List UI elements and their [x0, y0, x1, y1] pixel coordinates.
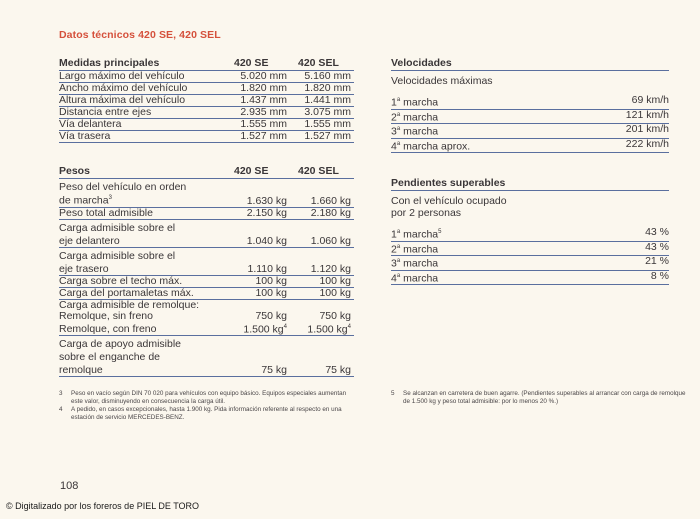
- row-value: 201 km/h: [625, 123, 669, 135]
- footnote-text: Se alcanzan en carretera de buen agarre. (Pendientes superables al arrancar con carga de remolque de 1.500 kg y peso total admisible: por lo menos 20 %.): [403, 390, 686, 405]
- velocidades-title: Velocidades: [391, 57, 452, 69]
- table-row: [59, 288, 354, 300]
- pesos-header: [59, 160, 354, 179]
- footnote-ref: 5: [438, 229, 442, 235]
- gear-number: 3: [391, 257, 397, 270]
- row-label: Remolque, con freno: [59, 323, 157, 335]
- gear-number: 2: [391, 243, 397, 255]
- value-se: 5.020 mm: [240, 70, 287, 82]
- medidas-col2: 420 SEL: [298, 57, 339, 69]
- row-label: Vía trasera: [59, 130, 111, 142]
- table-row: [59, 336, 354, 377]
- value-sel: 1.820 mm: [304, 82, 351, 94]
- value-se: 1.527 mm: [240, 130, 287, 142]
- value-sel: 5.160 mm: [304, 70, 351, 82]
- row-label: Altura máxima del vehículo: [59, 94, 186, 106]
- gear-number: 3: [391, 125, 397, 138]
- value-se: 1.500 kg: [243, 323, 284, 335]
- row-label: eje trasero: [59, 262, 109, 275]
- right-column: [391, 52, 669, 285]
- footnotes-right: [391, 390, 689, 406]
- footnote-ref: 4: [347, 323, 351, 330]
- row-label: [391, 139, 579, 153]
- table-row: [59, 300, 354, 311]
- subtitle-line: Con el vehículo ocupado: [391, 195, 507, 207]
- row-label: remolque: [59, 364, 103, 376]
- footnote-mark: 5: [391, 390, 395, 397]
- row-value: 69 km/h: [631, 94, 669, 106]
- footnotes-left: [59, 390, 359, 422]
- value-sel: 1.555 mm: [304, 118, 351, 130]
- value-se: 2.150 kg: [246, 206, 287, 219]
- value-se: 1.437 mm: [240, 94, 287, 106]
- velocidades-table: [391, 95, 669, 153]
- value-sel: 1.060 kg: [310, 234, 351, 247]
- value-sel: 750 kg: [319, 309, 351, 322]
- footnote-mark: 3: [59, 390, 63, 397]
- row-label: [391, 124, 579, 138]
- gear-label: marcha: [400, 243, 439, 255]
- value-sel: 3.075 mm: [304, 106, 351, 118]
- value-sel: 2.180 kg: [310, 206, 351, 219]
- velocidades-subtitle: Velocidades máximas: [391, 75, 493, 87]
- row-label: [391, 271, 579, 285]
- pendientes-subtitle: [391, 195, 669, 219]
- row-label: Largo máximo del vehículo: [59, 70, 185, 82]
- value-sel: 75 kg: [325, 364, 351, 376]
- table-row: [59, 276, 354, 288]
- row-value: 43 %: [645, 240, 669, 253]
- footnote: [59, 406, 359, 422]
- value-se: 100 kg: [255, 286, 287, 299]
- footnote: [59, 390, 359, 406]
- gear-number: 4: [391, 140, 397, 152]
- value-se: 1.110 kg: [247, 262, 287, 275]
- value-se: 1.630 kg: [246, 194, 287, 207]
- row-label: eje delantero: [59, 234, 120, 247]
- subtitle-line: por 2 personas: [391, 207, 462, 219]
- table-row: [391, 271, 669, 286]
- table-row: [391, 242, 669, 257]
- footnote: [391, 390, 689, 406]
- medidas-col1: 420 SE: [234, 57, 269, 69]
- value-se: 1.555 mm: [240, 118, 287, 130]
- row-label: Carga del portamaletas máx.: [59, 286, 194, 299]
- gear-label: marcha: [400, 125, 439, 138]
- gear-number: 1: [391, 228, 397, 241]
- gear-number: 2: [391, 111, 397, 123]
- footnote-mark: 4: [59, 406, 63, 413]
- ordinal-mark: a: [396, 229, 401, 235]
- left-column: [59, 52, 354, 377]
- row-label: Carga de apoyo admisible: [59, 338, 181, 350]
- ordinal-mark: a: [396, 258, 401, 264]
- gear-label: marcha aprox.: [400, 140, 471, 152]
- row-label: [391, 110, 579, 124]
- table-row: [59, 179, 354, 208]
- row-label: [391, 242, 579, 256]
- ordinal-mark: a: [396, 272, 401, 279]
- footnote-ref: 4: [283, 323, 287, 330]
- value-sel: 1.527 mm: [304, 130, 351, 142]
- ordinal-mark: a: [396, 97, 401, 103]
- ordinal-mark: a: [396, 126, 401, 132]
- table-row: [391, 95, 669, 110]
- gear-label: marcha: [400, 96, 439, 109]
- pendientes-table: [391, 227, 669, 285]
- footnote-ref: 3: [108, 195, 112, 201]
- value-sel: 100 kg: [319, 274, 351, 287]
- table-row: [59, 131, 354, 143]
- row-label: [391, 95, 579, 109]
- pesos-col2: 420 SEL: [298, 165, 339, 177]
- table-row: [391, 256, 669, 271]
- row-label: Peso del vehículo en orden: [59, 181, 187, 193]
- gear-label: marcha: [400, 111, 439, 123]
- ordinal-mark: a: [396, 243, 401, 250]
- row-value: 222 km/h: [625, 137, 669, 150]
- pendientes-header: [391, 172, 669, 191]
- page-number: 108: [60, 480, 79, 492]
- value-sel: 1.441 mm: [304, 94, 351, 106]
- value-se: 100 kg: [255, 274, 287, 287]
- gear-label: marcha: [400, 272, 439, 284]
- ordinal-mark: a: [396, 111, 401, 118]
- gear-number: 1: [391, 96, 397, 109]
- row-label: Carga admisible sobre el: [59, 249, 176, 262]
- table-row: [391, 139, 669, 154]
- value-sel: 100 kg: [319, 286, 351, 299]
- row-value: 21 %: [645, 255, 669, 267]
- gear-number: 4: [391, 272, 397, 284]
- page-title: Datos técnicos 420 SE, 420 SEL: [59, 29, 221, 41]
- medidas-title: Medidas principales: [59, 57, 160, 69]
- table-row: [59, 311, 354, 322]
- medidas-table: [59, 71, 354, 143]
- value-se: 1.040 kg: [246, 234, 287, 247]
- value-sel: 1.660 kg: [310, 194, 351, 207]
- pesos-col1: 420 SE: [234, 165, 269, 177]
- row-label: [391, 227, 579, 241]
- gear-label: marcha: [400, 228, 439, 241]
- value-se: 1.820 mm: [240, 82, 287, 94]
- footnote-text: Peso en vacío según DIN 70 020 para vehículos con equipo básico. Equipos especiales aumentan este valor, disminuyendo en consecuencia la carga útil.: [71, 390, 347, 405]
- value-se: 750 kg: [255, 309, 287, 322]
- value-sel: 1.120 kg: [310, 262, 351, 275]
- table-row: [391, 110, 669, 125]
- row-value: 43 %: [645, 226, 669, 238]
- row-label: Carga admisible sobre el: [59, 221, 176, 234]
- value-se: 2.935 mm: [240, 106, 287, 118]
- table-row: [59, 220, 354, 248]
- table-row: [59, 322, 354, 337]
- credit-line: © Digitalizado por los foreros de PIEL DE TORO: [6, 501, 200, 511]
- row-label: Vía delantera: [59, 118, 122, 130]
- gear-label: marcha: [400, 257, 439, 270]
- row-label: Carga sobre el techo máx.: [59, 274, 183, 287]
- row-label: Carga admisible de remolque:: [59, 298, 200, 311]
- medidas-header: [59, 52, 354, 71]
- table-row: [59, 208, 354, 220]
- row-label: Distancia entre ejes: [59, 106, 152, 118]
- row-value: 8 %: [650, 269, 669, 282]
- row-label: [391, 256, 579, 270]
- footnote-text: A pedido, en casos excepcionales, hasta 1.900 kg. Pida información referente al respecto en una estación de servicio MERCEDES-BENZ.: [71, 406, 342, 421]
- row-label: de marcha: [59, 194, 109, 207]
- ordinal-mark: a: [396, 140, 401, 147]
- row-label: sobre el enganche de: [59, 351, 160, 363]
- pesos-title: Pesos: [59, 165, 90, 177]
- table-row: [391, 227, 669, 242]
- row-label: Remolque, sin freno: [59, 309, 153, 322]
- value-se: 75 kg: [261, 364, 287, 376]
- velocidades-header: [391, 52, 669, 71]
- table-row: [391, 124, 669, 139]
- table-row: [59, 248, 354, 276]
- row-label: Peso total admisible: [59, 206, 153, 219]
- row-label: Ancho máximo del vehículo: [59, 82, 188, 94]
- row-value: 121 km/h: [625, 108, 669, 121]
- pendientes-title: Pendientes superables: [391, 177, 506, 189]
- value-sel: 1.500 kg: [307, 323, 348, 335]
